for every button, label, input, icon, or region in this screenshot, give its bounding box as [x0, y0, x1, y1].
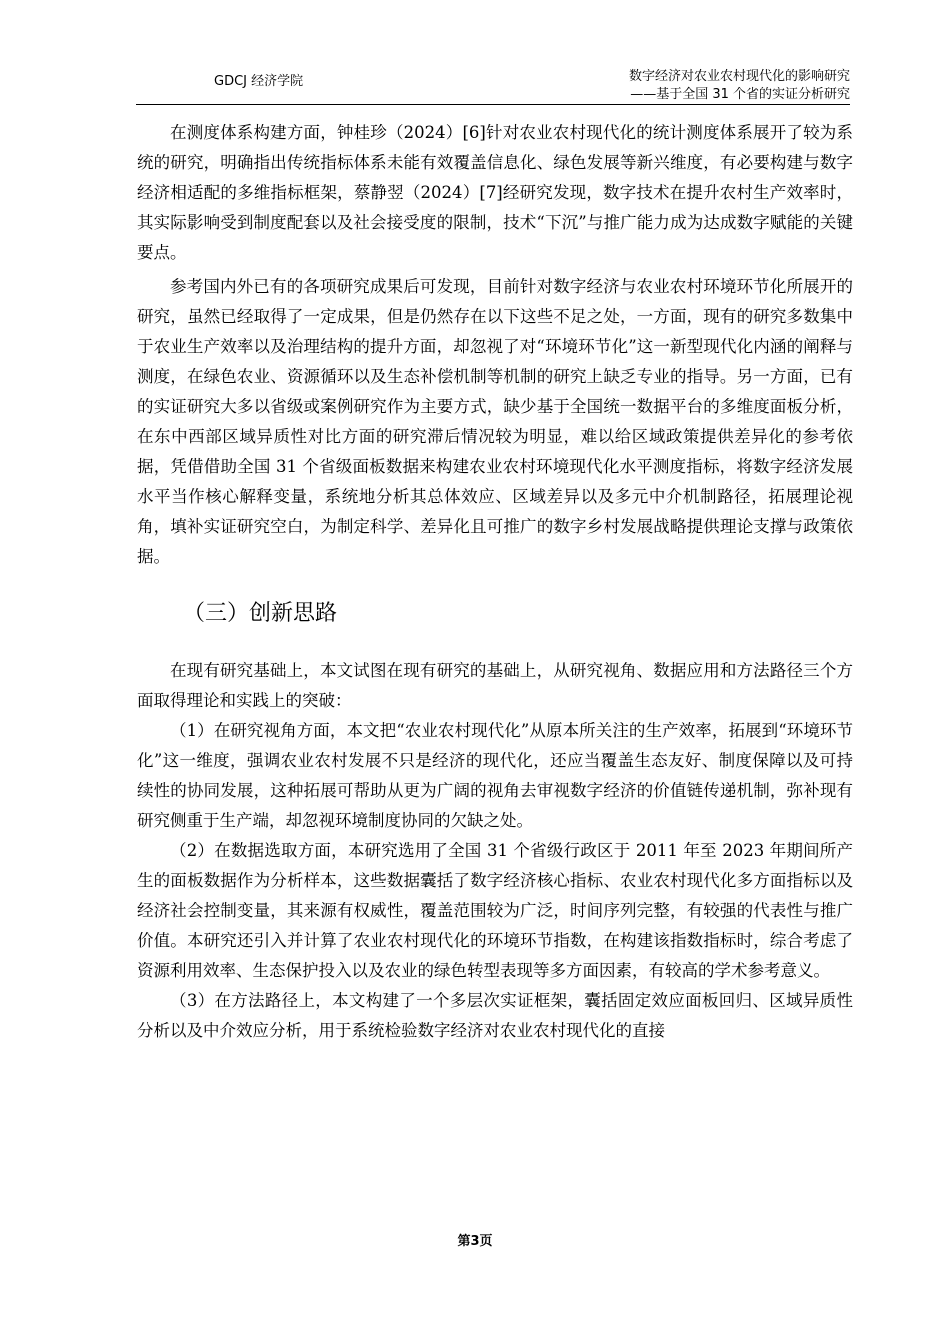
paragraph: 在现有研究基础上，本文试图在现有研究的基础上，从研究视角、数据应用和方法路径三个方面取得理论和实践上的突破：: [137, 661, 853, 710]
header-subtitle: ——基于全国 31 个省的实证分析研究: [630, 87, 850, 102]
page-body: [137, 118, 853, 1046]
page-header: [136, 64, 850, 105]
header-title-block: [629, 68, 850, 104]
paragraph: 参考国内外已有的各项研究成果后可发现，目前针对数字经济与农业农村环境环节化所展开的研究，虽然已经取得了一定成果，但是仍然存在以下这些不足之处，一方面，现有的研究多数集中于农业生产效率以及治理结构的提升方面，却忽视了对“环境环节化”这一新型现代化内涵的阐释与测度，在绿色农业、资源循环以及生态补偿机制等机制的研究上缺乏专业的指导。另一方面，已有的实证研究大多以省级或案例研究作为主要方式，缺少基于全国统一数据平台的多维度面板分析，在东中西部区域异质性对比方面的研究滞后情况较为明显，难以给区域政策提供差异化的参考依据，凭借借助全国 31 个省级面板数据来构建农业农村环境现代化水平测度指标，将数字经济发展水平当作核心解释变量，系统地分析其总体效应、区域差异以及多元中介机制路径，拓展理论视角，填补实证研究空白，为制定科学、差异化且可推广的数字乡村发展战略提供理论支撑与政策依据。: [137, 277, 853, 566]
paragraph: 在测度体系构建方面，钟桂珍（2024）[6]针对农业农村现代化的统计测度体系展开了较为系统的研究，明确指出传统指标体系未能有效覆盖信息化、绿色发展等新兴维度，有必要构建与数字经济相适配的多维指标框架，蔡静翌（2024）[7]经研究发现，数字技术在提升农村生产效率时，其实际影响受到制度配套以及社会接受度的限制，技术“下沉”与推广能力成为达成数字赋能的关键要点。: [137, 123, 853, 262]
header-title: 数字经济对农业农村现代化的影响研究: [628, 69, 850, 84]
paragraph: （3）在方法路径上，本文构建了一个多层次实证框架，囊括固定效应面板回归、区域异质性分析以及中介效应分析，用于系统检验数字经济对农业农村现代化的直接: [137, 991, 853, 1040]
header-school: GDCJ 经济学院: [214, 74, 304, 89]
paragraph: （1）在研究视角方面，本文把“农业农村现代化”从原本所关注的生产效率，拓展到“环境环节化”这一维度，强调农业农村发展不只是经济的现代化，还应当覆盖生态友好、制度保障以及可持续性的协同发展，这种拓展可帮助从更为广阔的视角去审视数字经济的价值链传递机制，弥补现有研究侧重于生产端，却忽视环境制度协同的欠缺之处。: [137, 721, 853, 830]
paragraph: （2）在数据选取方面，本研究选用了全国 31 个省级行政区于 2011 年至 2023 年期间所产生的面板数据作为分析样本，这些数据囊括了数字经济核心指标、农业农村现代化多方面指标以及经济社会控制变量，其来源有权威性，覆盖范围较为广泛，时间序列完整，有较强的代表性与推广价值。本研究还引入并计算了农业农村现代化的环境环节指数，在构建该指数指标时，综合考虑了资源利用效率、生态保护投入以及农业的绿色转型表现等多方面因素，有较高的学术参考意义。: [137, 841, 853, 980]
page-number: 第3页: [457, 1234, 493, 1249]
section-heading: （三）创新思路: [183, 601, 338, 626]
